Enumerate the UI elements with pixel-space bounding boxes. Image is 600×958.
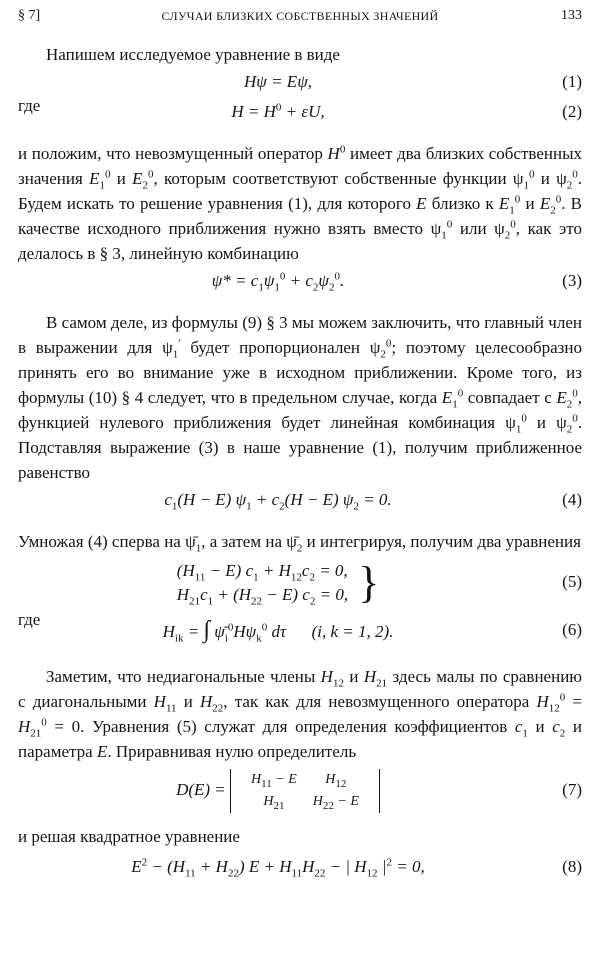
equation-2-formula: $H = H^0 + \varepsilon U$, bbox=[231, 101, 325, 121]
equation-2-label: (2) bbox=[562, 102, 582, 121]
equation-4-label: (4) bbox=[562, 490, 582, 509]
section-marker: § 7] bbox=[18, 8, 41, 23]
paragraph-5: Заметим, что недиагональные члены $H_{12}$ и $H_{21}$ здесь малы по сравнению с диагональными $H_{11}$ и $H_{22}$, так как для невозмущенного оператора $H_{12}^0 = H_{21}^0 = 0$. Уравнения (5) служат для определения коэффициентов $c_1$ и $c_2$ и параметра E. Приравнивая нулю определитель bbox=[18, 667, 583, 761]
equation-5 bbox=[18, 554, 582, 610]
equation-8 bbox=[18, 849, 582, 885]
equation-6-formula: $H_{ik}$ = ∫ $\psī_i^0H\psi_k^0$ dτ (i, k = 1, 2). bbox=[162, 617, 394, 645]
equation-6-label: (6) bbox=[562, 620, 582, 639]
page-body bbox=[18, 42, 582, 885]
paragraph-6: и решая квадратное уравнение bbox=[18, 827, 240, 846]
equation-8-label: (8) bbox=[562, 857, 582, 876]
equation-6 bbox=[18, 610, 582, 650]
equation-3-formula: $\psi* = c_1\psi_1^0 + c_2\psi_2^0$. bbox=[211, 270, 345, 294]
equation-1-formula: Hψ = Eψ, bbox=[244, 72, 312, 91]
equation-7 bbox=[18, 764, 582, 816]
page-number: 133 bbox=[561, 8, 582, 23]
equation-4-formula: $c_1(H - E) \psi_1 + c_2(H - E) \psi_2 = 0$. bbox=[164, 490, 392, 513]
chapter-title: СЛУЧАИ БЛИЗКИХ СОБСТВЕННЫХ ЗНАЧЕНИЙ bbox=[161, 9, 439, 23]
running-header bbox=[18, 8, 582, 28]
equation-5-label: (5) bbox=[562, 572, 582, 591]
equation-4 bbox=[18, 485, 582, 515]
paragraph-4: Умножая (4) сперва на $\psī_1$, а затем на $\psī_2$ и интегрируя, получим два уравнения bbox=[18, 532, 581, 555]
equation-2 bbox=[18, 97, 582, 127]
where-label-2: где bbox=[18, 610, 41, 629]
paragraph-2: и положим, что невозмущенный оператор $H^0$ имеет два близких собственных значения $E_1^0$ и $E_2^0$, которым соответствуют собственные функции $\psi_1^0$ и $\psi_2^0$. Будем искать то решение уравнения (1), для которого E близко к $E_1^0$ и $E_2^0$. В качестве исходного приближения нужно взять вместо $\psi_1^0$ или $\psi_2^0$, как это делалось в § 3, линейную комбинацию bbox=[18, 143, 583, 263]
equation-8-formula: $E^2 - (H_{11} + H_{22}) E + H_{11}H_{22}$ − | $H_{12}$ $|^2 = 0$, bbox=[131, 856, 425, 880]
equation-5-formula: $(H_{11} - E) c_1 + H_{12}c_2 = 0$, $H_{21}c_1 + (H_{22} - E) c_2 = 0$, } bbox=[176, 558, 380, 608]
paragraph-3: В самом деле, из формулы (9) § 3 мы можем заключить, что главный член в выражении для $\psi_1'$ будет пропорционален $\psi_2^0$; поэтому целесообразно принять его во внимание уже в исходном приближении. Кроме того, из формулы (10) § 4 следует, что в предельном случае, когда $E_1^0$ совпадает с $E_2^0$, функцией нулевого приближения будет линейная комбинация $\psi_1^0$ и $\psi_2^0$. Подставляя выражение (3) в наше уравнение (1), получим приближенное равенство bbox=[18, 313, 582, 482]
equation-7-formula: $D(E) = H_{11} - E$ $H_{12}$ $H_{21}$ $H_{22} - E$ bbox=[18, 764, 538, 816]
paragraph-intro: Напишем исследуемое уравнение в виде bbox=[46, 45, 340, 64]
equation-7-label: (7) bbox=[562, 780, 582, 799]
equation-3 bbox=[18, 266, 582, 296]
equation-1 bbox=[18, 67, 582, 97]
where-label: где bbox=[18, 96, 41, 115]
equation-3-label: (3) bbox=[562, 271, 582, 290]
equation-1-label: (1) bbox=[562, 72, 582, 91]
